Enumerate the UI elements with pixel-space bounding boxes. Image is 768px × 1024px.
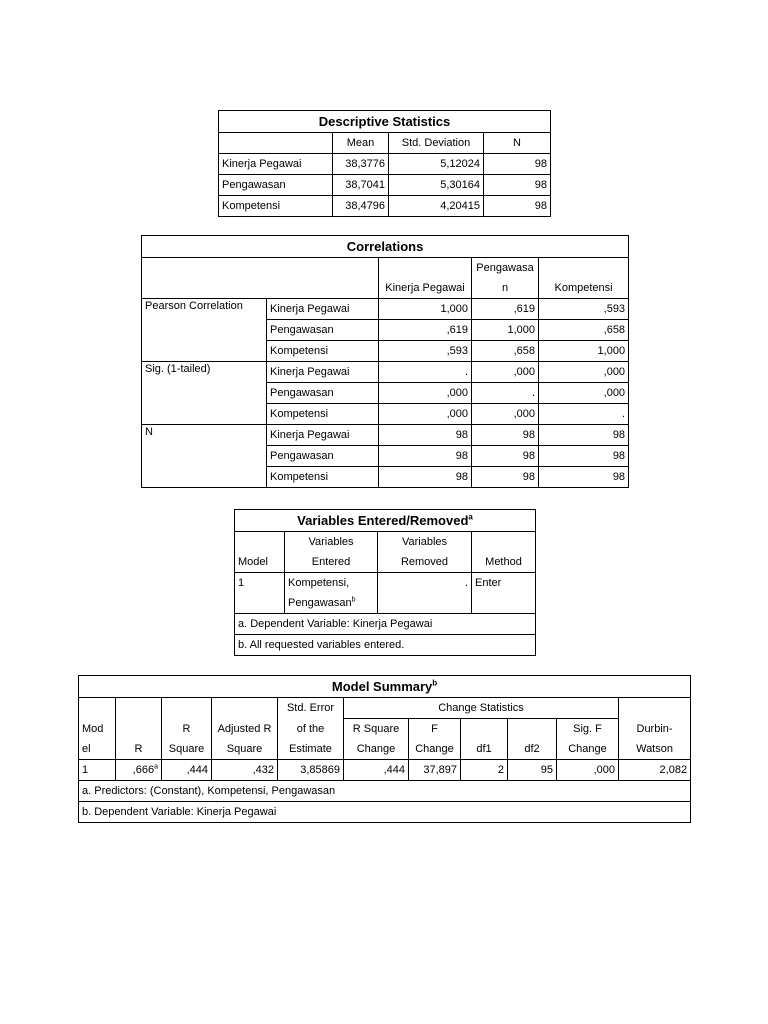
cell: 98	[472, 467, 539, 488]
header-cell	[379, 258, 472, 279]
correlations-table	[141, 235, 629, 488]
cell: 98	[484, 196, 551, 217]
cell: 5,30164	[389, 175, 484, 196]
header-cell: Removed	[378, 552, 472, 573]
cell: 98	[539, 446, 629, 467]
group-label: Sig. (1-tailed)	[142, 362, 267, 425]
cell: ,444	[344, 760, 409, 781]
header-cell: Adjusted R	[212, 719, 278, 740]
cell: ,593	[539, 299, 629, 320]
table-title: Correlations	[142, 236, 629, 258]
cell: 98	[539, 425, 629, 446]
footnote: a. Dependent Variable: Kinerja Pegawai	[235, 614, 536, 635]
header-cell: F	[409, 719, 461, 740]
table-row	[219, 175, 551, 196]
header-cell	[472, 532, 536, 553]
row-label: Kompetensi	[219, 196, 333, 217]
header-cell	[162, 698, 212, 719]
row-label: Pengawasan	[267, 320, 379, 341]
header-cell	[461, 719, 508, 740]
cell: 98	[472, 425, 539, 446]
table-row	[219, 196, 551, 217]
cell: ,666$^a$	[116, 760, 162, 781]
header-cell: Pengawasa	[472, 258, 539, 279]
cell: 38,3776	[333, 154, 389, 175]
header-cell: Mod	[79, 719, 116, 740]
footnote: b. Dependent Variable: Kinerja Pegawai	[79, 802, 691, 823]
cell: 2	[461, 760, 508, 781]
header-cell: Variables	[285, 532, 378, 553]
row-label: Kinerja Pegawai	[267, 425, 379, 446]
header-cell: Kinerja Pegawai	[379, 278, 472, 299]
variables-entered-removed-table	[234, 509, 536, 656]
cell: Kompetensi,	[285, 573, 378, 594]
cell: ,432	[212, 760, 278, 781]
header-cell: df1	[461, 739, 508, 760]
header-cell	[212, 698, 278, 719]
cell: 2,082	[619, 760, 691, 781]
cell: 1,000	[539, 341, 629, 362]
table-row	[142, 362, 629, 383]
table-title: Model Summary$^b$	[79, 676, 691, 698]
table-row	[79, 760, 691, 781]
cell: ,000	[379, 404, 472, 425]
cell: 38,4796	[333, 196, 389, 217]
cell: .	[539, 404, 629, 425]
cell	[235, 593, 285, 614]
row-label: Kinerja Pegawai	[219, 154, 333, 175]
descriptive-statistics-table	[218, 110, 551, 217]
cell: .	[472, 383, 539, 404]
cell: 38,7041	[333, 175, 389, 196]
group-label: Pearson Correlation	[142, 299, 267, 362]
header-cell: n	[472, 278, 539, 299]
cell: ,000	[539, 383, 629, 404]
row-label: Kompetensi	[267, 467, 379, 488]
cell: 1,000	[379, 299, 472, 320]
header-cell	[79, 698, 116, 719]
row-label: Kinerja Pegawai	[267, 299, 379, 320]
cell: 98	[484, 154, 551, 175]
header-cell	[235, 532, 285, 553]
cell: ,444	[162, 760, 212, 781]
table-title: Descriptive Statistics	[219, 111, 551, 133]
header-cell: Kompetensi	[539, 278, 629, 299]
cell: ,000	[472, 404, 539, 425]
header-cell: R Square	[344, 719, 409, 740]
header-cell: N	[484, 133, 551, 154]
cell: Enter	[472, 573, 536, 594]
header-cell	[539, 258, 629, 279]
header-cell: df2	[508, 739, 557, 760]
group-label: N	[142, 425, 267, 488]
cell: ,000	[472, 362, 539, 383]
header-cell	[142, 278, 379, 299]
header-cell: Estimate	[278, 739, 344, 760]
cell: 1	[235, 573, 285, 594]
header-cell: el	[79, 739, 116, 760]
row-label: Kinerja Pegawai	[267, 362, 379, 383]
row-label: Pengawasan	[267, 383, 379, 404]
row-label: Kompetensi	[267, 404, 379, 425]
header-cell: Watson	[619, 739, 691, 760]
cell: 1,000	[472, 320, 539, 341]
header-cell: R	[162, 719, 212, 740]
header-cell	[116, 719, 162, 740]
cell: ,619	[379, 320, 472, 341]
change-statistics-header: Change Statistics	[344, 698, 619, 719]
table-row	[235, 573, 536, 594]
header-cell: Std. Deviation	[389, 133, 484, 154]
header-cell	[142, 258, 379, 279]
header-cell: Variables	[378, 532, 472, 553]
header-cell: Change	[557, 739, 619, 760]
header-cell	[619, 698, 691, 719]
table-row	[219, 154, 551, 175]
header-cell: Model	[235, 552, 285, 573]
cell: ,658	[539, 320, 629, 341]
header-cell: Std. Error	[278, 698, 344, 719]
header-cell: Square	[212, 739, 278, 760]
cell: 5,12024	[389, 154, 484, 175]
cell: 98	[379, 467, 472, 488]
header-cell: Entered	[285, 552, 378, 573]
header-cell	[116, 698, 162, 719]
cell: 3,85869	[278, 760, 344, 781]
cell: .	[378, 573, 472, 614]
header-cell: Mean	[333, 133, 389, 154]
cell: 98	[379, 425, 472, 446]
table-row	[142, 299, 629, 320]
header-cell: Change	[344, 739, 409, 760]
footnote: a. Predictors: (Constant), Kompetensi, Pengawasan	[79, 781, 691, 802]
header-cell: Change	[409, 739, 461, 760]
cell: ,658	[472, 341, 539, 362]
cell: Pengawasan$^b$	[285, 593, 378, 614]
header-cell: Sig. F	[557, 719, 619, 740]
cell: .	[379, 362, 472, 383]
cell: 4,20415	[389, 196, 484, 217]
cell: 37,897	[409, 760, 461, 781]
cell: 95	[508, 760, 557, 781]
header-cell: R	[116, 739, 162, 760]
cell: 98	[472, 446, 539, 467]
cell: 1	[79, 760, 116, 781]
cell	[472, 593, 536, 614]
row-label: Kompetensi	[267, 341, 379, 362]
cell: ,000	[539, 362, 629, 383]
model-summary-table	[78, 675, 691, 823]
header-cell: Square	[162, 739, 212, 760]
header-cell: Method	[472, 552, 536, 573]
row-label: Pengawasan	[267, 446, 379, 467]
footnote: b. All requested variables entered.	[235, 635, 536, 656]
cell: 98	[379, 446, 472, 467]
cell: 98	[539, 467, 629, 488]
header-cell: of the	[278, 719, 344, 740]
header-cell	[508, 719, 557, 740]
cell: ,000	[557, 760, 619, 781]
header-cell: Durbin-	[619, 719, 691, 740]
table-title: Variables Entered/Removed$^a$	[235, 510, 536, 532]
cell: ,593	[379, 341, 472, 362]
row-label: Pengawasan	[219, 175, 333, 196]
cell: ,619	[472, 299, 539, 320]
table-row	[142, 425, 629, 446]
cell: ,000	[379, 383, 472, 404]
header-cell	[219, 133, 333, 154]
cell: 98	[484, 175, 551, 196]
